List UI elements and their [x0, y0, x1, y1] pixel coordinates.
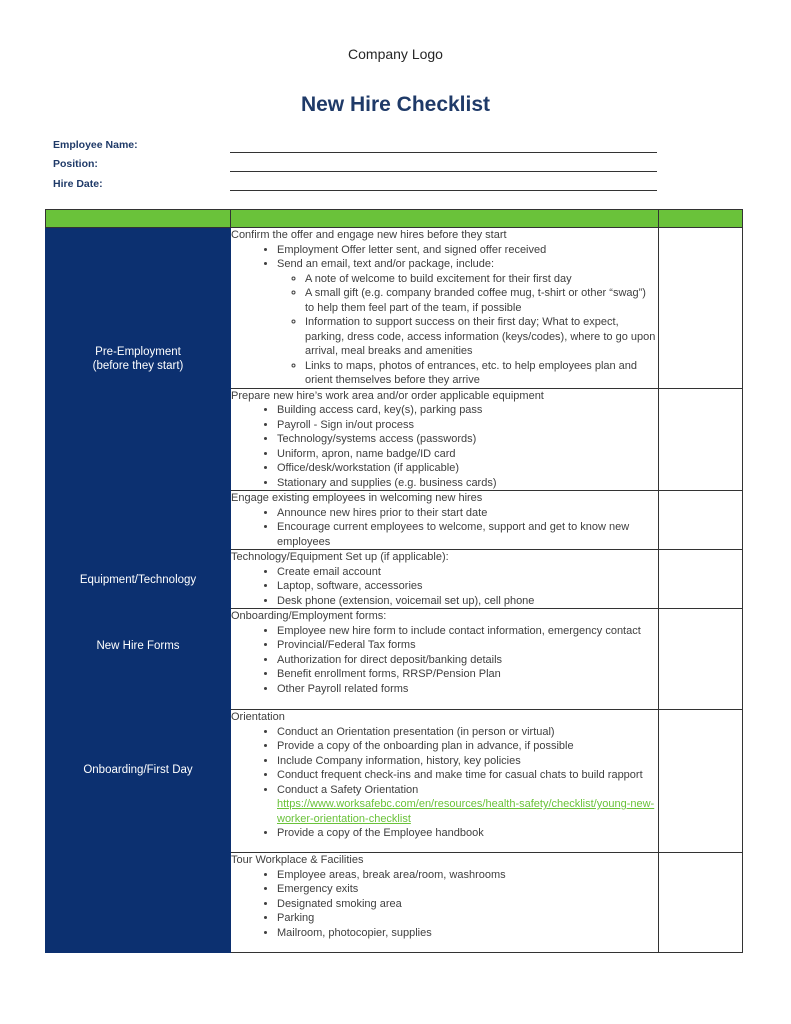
section-title: Tour Workplace & Facilities [231, 854, 364, 866]
header-cell [231, 210, 659, 228]
list-item: • Payroll - Sign in/out process [277, 418, 658, 433]
section-content [231, 710, 659, 853]
section-title: Technology/Equipment Set up (if applicable): [231, 551, 449, 563]
category-label-pre-employment: Pre-Employment (before they start) [92, 346, 184, 372]
checkbox-cell[interactable] [659, 710, 743, 853]
category-label-new-hire-forms: New Hire Forms [96, 640, 180, 652]
list-item: • Laptop, software, accessories [277, 579, 658, 594]
section-title: Engage existing employees in welcoming new hires [231, 492, 483, 504]
section-content [231, 609, 659, 710]
list-item: • Desk phone (extension, voicemail set up), cell phone [277, 594, 658, 609]
worksafebc-link[interactable]: https://www.worksafebc.com/en/resources/health-safety/checklist/young-new-worker-orientation-checklist [277, 798, 655, 825]
list-item: • Benefit enrollment forms, RRSP/Pension Plan [277, 667, 658, 682]
list-item: • Employee new hire form to include contact information, emergency contact [277, 624, 658, 639]
category-sidebar [46, 609, 231, 710]
table-row [46, 550, 743, 609]
header-cell [46, 210, 231, 228]
list-item: • Other Payroll related forms [277, 682, 658, 697]
list-item: • Emergency exits [277, 882, 658, 897]
list-item: • Stationary and supplies (e.g. business cards) [277, 476, 658, 491]
position-label: Position: [53, 158, 98, 170]
list-item: • Announce new hires prior to their start date [277, 506, 658, 521]
table-row [46, 228, 743, 389]
section-content [231, 550, 659, 609]
section-content [231, 491, 659, 550]
section-content [231, 388, 659, 491]
employee-name-label: Employee Name: [53, 139, 138, 151]
list-item: • Authorization for direct deposit/banking details [277, 653, 658, 668]
list-item: • Conduct an Orientation presentation (in person or virtual) [277, 725, 658, 740]
list-item: • Uniform, apron, name badge/ID card [277, 447, 658, 462]
section-title: Orientation [231, 711, 285, 723]
list-item: • Provide a copy of the Employee handbook [277, 826, 658, 841]
section-title: Confirm the offer and engage new hires before they start [231, 229, 507, 241]
section-content [231, 853, 659, 953]
list-item: • Encourage current employees to welcome, support and get to know new employees [277, 520, 658, 549]
list-item: • Create email account [277, 565, 658, 580]
list-item: • Technology/systems access (passwords) [277, 432, 658, 447]
section-content [231, 228, 659, 389]
category-sidebar [46, 228, 231, 550]
checkbox-cell[interactable] [659, 228, 743, 389]
checkbox-cell[interactable] [659, 388, 743, 491]
checkbox-cell[interactable] [659, 853, 743, 953]
table-header-row [46, 210, 743, 228]
table-row [46, 609, 743, 710]
page-title: New Hire Checklist [300, 93, 491, 116]
category-label-equipment: Equipment/Technology [79, 574, 197, 586]
checkbox-cell[interactable] [659, 491, 743, 550]
list-item: • Mailroom, photocopier, supplies [277, 926, 658, 941]
hire-date-line [230, 190, 657, 191]
sub-list-item: ◦ A note of welcome to build excitement for their first day [305, 272, 658, 287]
position-line [230, 171, 657, 172]
section-title: Onboarding/Employment forms: [231, 610, 387, 622]
list-item: • Send an email, text and/or package, include: ◦ A note of welcome to build excitement for their first day ◦ A small gift (e.g. company branded coffee mug, t-shirt or other “swag”) to help them feel part of the team, if possible ◦ Information to support success on their first day; What to expect, parking, dress code, access information (keys/codes), where to go upon arrival, meal breaks and amenities ◦ Links to maps, photos of entrances, etc. to help employees plan and orient themselves before they arrive [277, 257, 658, 388]
list-item: • Conduct frequent check-ins and make time for casual chats to build rapport [277, 768, 658, 783]
sub-list-item: ◦ Information to support success on their first day; What to expect, parking, dress code, access information (keys/codes), where to go upon arrival, meal breaks and amenities [305, 315, 658, 359]
list-item: • Include Company information, history, key policies [277, 754, 658, 769]
checkbox-cell[interactable] [659, 550, 743, 609]
list-item: • Provincial/Federal Tax forms [277, 638, 658, 653]
category-sidebar [46, 710, 231, 953]
checklist-table [45, 209, 743, 953]
sub-list-item: ◦ A small gift (e.g. company branded coffee mug, t-shirt or other “swag”) to help them feel part of the team, if possible [305, 286, 658, 315]
section-title: Prepare new hire’s work area and/or order applicable equipment [231, 389, 544, 402]
list-item: • Office/desk/workstation (if applicable) [277, 461, 658, 476]
company-logo: Company Logo [348, 46, 443, 62]
category-sidebar [46, 550, 231, 609]
hire-date-label: Hire Date: [53, 178, 103, 190]
category-label-first-day: Onboarding/First Day [83, 764, 193, 776]
list-item: • Designated smoking area [277, 897, 658, 912]
checkbox-cell[interactable] [659, 609, 743, 710]
sub-list-item: ◦ Links to maps, photos of entrances, etc. to help employees plan and orient themselves before they arrive [305, 359, 658, 388]
list-item: • Employee areas, break area/room, washrooms [277, 868, 658, 883]
list-item: • Building access card, key(s), parking pass [277, 403, 658, 418]
employee-name-line [230, 152, 657, 153]
header-cell [659, 210, 743, 228]
list-item: • Parking [277, 911, 658, 926]
list-item: • Provide a copy of the onboarding plan in advance, if possible [277, 739, 658, 754]
list-item: • Employment Offer letter sent, and signed offer received [277, 243, 658, 258]
table-row [46, 710, 743, 853]
list-item: • Conduct a Safety Orientation https://www.worksafebc.com/en/resources/health-safety/checklist/young-new-worker-orientation-checklist [277, 783, 658, 827]
